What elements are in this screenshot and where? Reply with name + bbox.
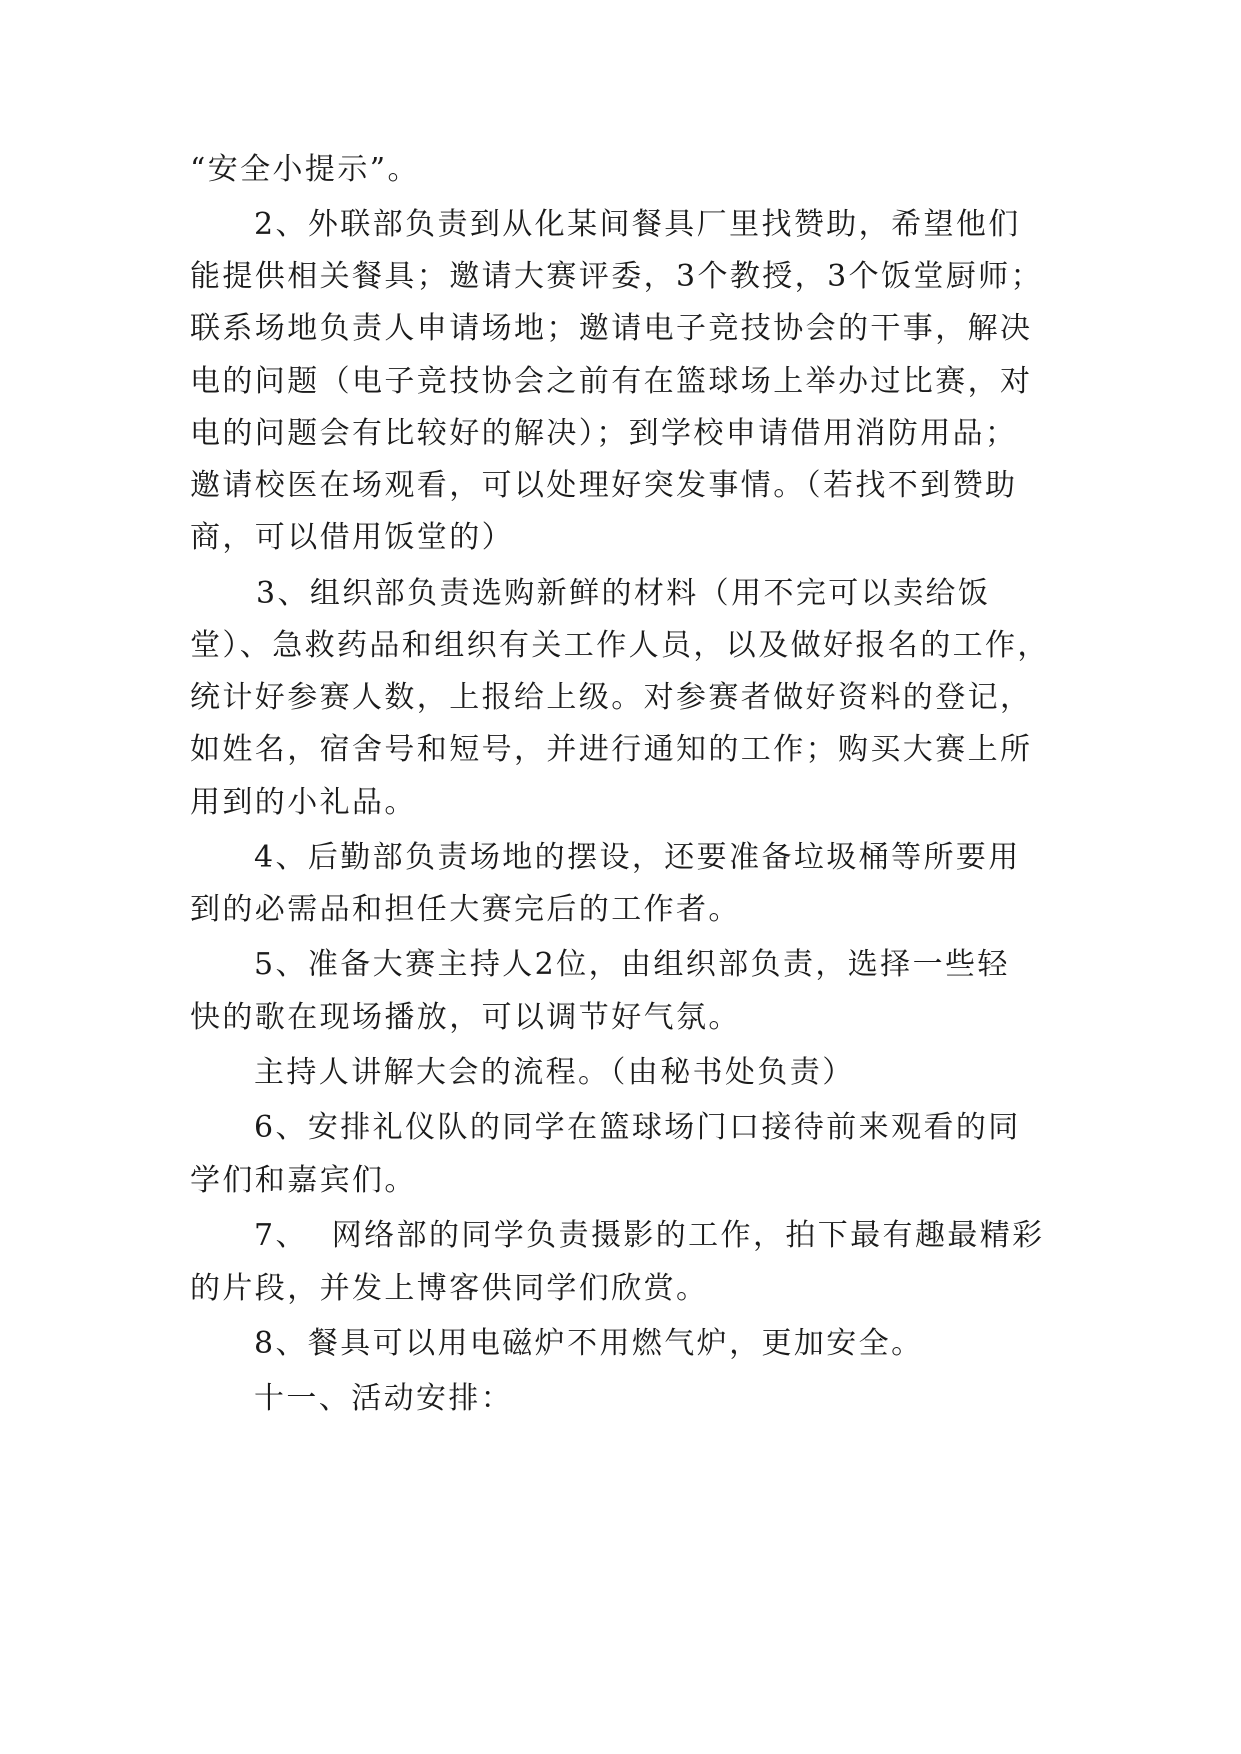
paragraph-6-line: 学们和嘉宾们。 <box>190 1163 417 1198</box>
paragraph-6-line: 6、安排礼仪队的同学在篮球场门口接待前来观看的同 <box>254 1110 1021 1145</box>
paragraph-2-line: 商，可以借用饭堂的） <box>190 520 514 555</box>
text-line: “安全小提示”。 <box>190 152 420 187</box>
paragraph-host-line: 主持人讲解大会的流程。（由秘书处负责） <box>254 1055 855 1090</box>
paragraph-5-line: 快的歌在现场播放，可以调节好气氛。 <box>190 1000 741 1035</box>
paragraph-7-line: 7、 网络部的同学负责摄影的工作，拍下最有趣最精彩 <box>254 1218 1045 1253</box>
paragraph-5-line: 5、准备大赛主持人2位，由组织部负责，选择一些轻 <box>254 947 1010 982</box>
paragraph-7-line: 的片段，并发上博客供同学们欣赏。 <box>190 1271 709 1306</box>
paragraph-2-line: 2、外联部负责到从化某间餐具厂里找赞助，希望他们 <box>254 207 1021 242</box>
paragraph-4-line: 到的必需品和担任大赛完后的工作者。 <box>190 892 741 927</box>
paragraph-2-line: 电的问题（电子竞技协会之前有在篮球场上举办过比赛，对 <box>190 364 1033 399</box>
paragraph-8-line: 8、餐具可以用电磁炉不用燃气炉，更加安全。 <box>254 1326 924 1361</box>
paragraph-3-line: 3、组织部负责选购新鲜的材料（用不完可以卖给饭 <box>256 576 991 611</box>
paragraph-2-line: 能提供相关餐具；邀请大赛评委，3个教授，3个饭堂厨师； <box>190 259 1043 294</box>
paragraph-3-line: 如姓名，宿舍号和短号，并进行通知的工作；购买大赛上所 <box>190 732 1033 767</box>
paragraph-3-line: 堂）、急救药品和组织有关工作人员，以及做好报名的工作， <box>190 628 1050 663</box>
paragraph-2-line: 邀请校医在场观看，可以处理好突发事情。（若找不到赞助 <box>190 468 1018 503</box>
paragraph-3-line: 统计好参赛人数，上报给上级。对参赛者做好资料的登记， <box>190 680 1033 715</box>
paragraph-4-line: 4、后勤部负责场地的摆设，还要准备垃圾桶等所要用 <box>254 840 1021 875</box>
section-heading: 十一、活动安排： <box>254 1381 514 1416</box>
paragraph-2-line: 电的问题会有比较好的解决）；到学校申请借用消防用品； <box>190 416 1018 451</box>
paragraph-2-line: 联系场地负责人申请场地；邀请电子竞技协会的干事，解决 <box>190 311 1033 346</box>
paragraph-3-line: 用到的小礼品。 <box>190 785 417 820</box>
